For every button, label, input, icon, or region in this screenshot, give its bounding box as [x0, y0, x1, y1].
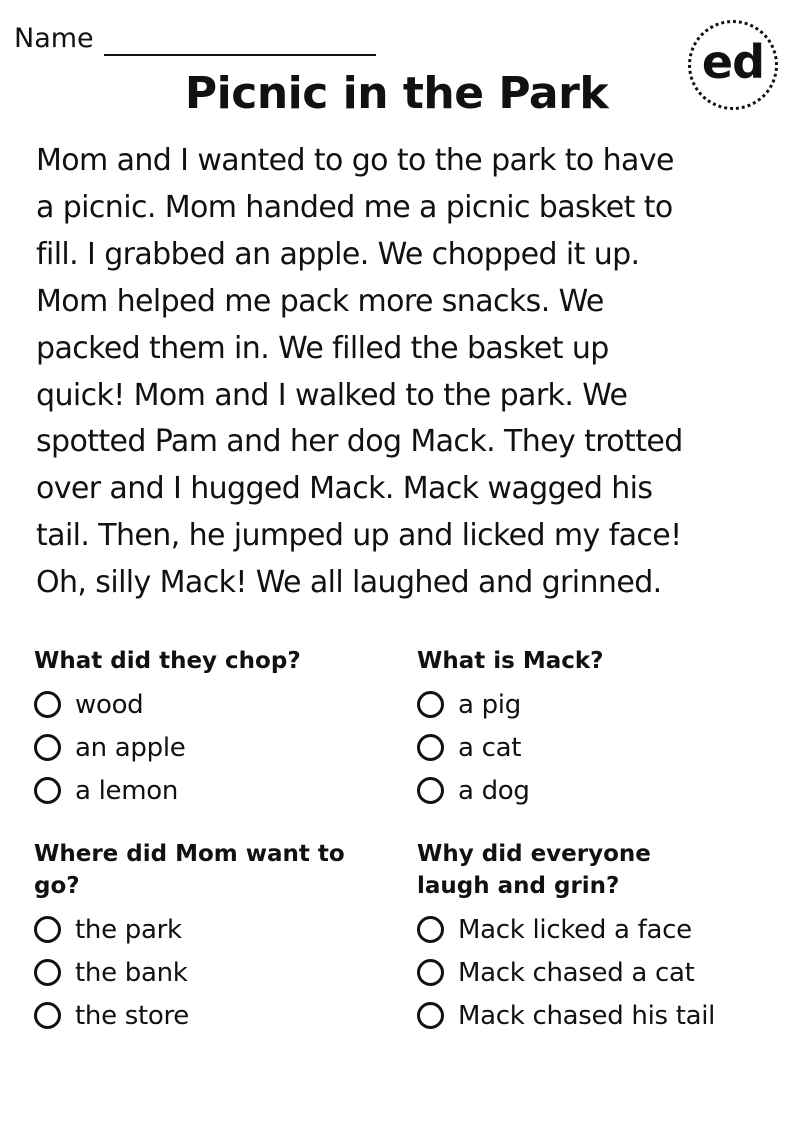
question-text: What is Mack? — [417, 648, 604, 674]
radio-bubble[interactable] — [34, 734, 61, 761]
option-label: a dog — [458, 775, 530, 806]
radio-bubble[interactable] — [417, 734, 444, 761]
story-passage — [36, 138, 766, 607]
question-chop — [34, 645, 384, 812]
question-why — [417, 838, 717, 1037]
page-title: Picnic in the Park — [184, 68, 609, 119]
story-line: tail. Then, he jumped up and licked my face! — [36, 518, 682, 554]
option-label: Mack chased a cat — [458, 957, 695, 988]
answer-option[interactable] — [34, 994, 364, 1037]
story-line: quick! Mom and I walked to the park. We — [36, 377, 628, 413]
question-where — [34, 838, 364, 1037]
option-label: a pig — [458, 689, 521, 720]
name-label: Name — [14, 23, 94, 54]
radio-bubble[interactable] — [34, 916, 61, 943]
story-line: a picnic. Mom handed me a picnic basket to — [36, 189, 673, 225]
radio-bubble[interactable] — [34, 691, 61, 718]
radio-bubble[interactable] — [417, 1002, 444, 1029]
option-label: a lemon — [75, 775, 179, 806]
radio-bubble[interactable] — [34, 1002, 61, 1029]
story-line: packed them in. We filled the basket up — [36, 330, 609, 366]
radio-bubble[interactable] — [417, 959, 444, 986]
radio-bubble[interactable] — [417, 691, 444, 718]
option-label: wood — [75, 689, 144, 720]
story-line: over and I hugged Mack. Mack wagged his — [36, 471, 653, 507]
answer-option[interactable] — [417, 951, 717, 994]
option-label: Mack licked a face — [458, 914, 692, 945]
story-line: spotted Pam and her dog Mack. They trotted — [36, 424, 683, 460]
option-label: the bank — [75, 957, 188, 988]
option-label: an apple — [75, 732, 186, 763]
answer-option[interactable] — [34, 769, 384, 812]
answer-option[interactable] — [34, 908, 364, 951]
option-label: the store — [75, 1000, 189, 1031]
answer-option[interactable] — [34, 683, 384, 726]
name-row — [14, 22, 376, 56]
story-line: Mom and I wanted to go to the park to have — [36, 143, 674, 178]
story-line: Mom helped me pack more snacks. We — [36, 283, 604, 319]
radio-bubble[interactable] — [417, 916, 444, 943]
answer-option[interactable] — [417, 994, 717, 1037]
question-mack — [417, 645, 767, 812]
name-field[interactable] — [104, 26, 376, 56]
story-line: Oh, silly Mack! We all laughed and grinned. — [36, 565, 662, 601]
story-line: fill. I grabbed an apple. We chopped it up. — [36, 236, 640, 272]
option-label: a cat — [458, 732, 522, 763]
answer-option[interactable] — [417, 683, 767, 726]
answer-option[interactable] — [34, 951, 364, 994]
question-text: What did they chop? — [34, 648, 301, 674]
answer-option[interactable] — [417, 726, 767, 769]
answer-option[interactable] — [417, 908, 717, 951]
question-text: Why did everyone laugh and grin? — [417, 841, 651, 899]
option-label: the park — [75, 914, 182, 945]
radio-bubble[interactable] — [34, 959, 61, 986]
radio-bubble[interactable] — [417, 777, 444, 804]
question-text: Where did Mom want to go? — [34, 841, 345, 899]
answer-option[interactable] — [34, 726, 384, 769]
radio-bubble[interactable] — [34, 777, 61, 804]
badge-text: ed — [701, 35, 765, 89]
option-label: Mack chased his tail — [458, 1000, 716, 1031]
answer-option[interactable] — [417, 769, 767, 812]
